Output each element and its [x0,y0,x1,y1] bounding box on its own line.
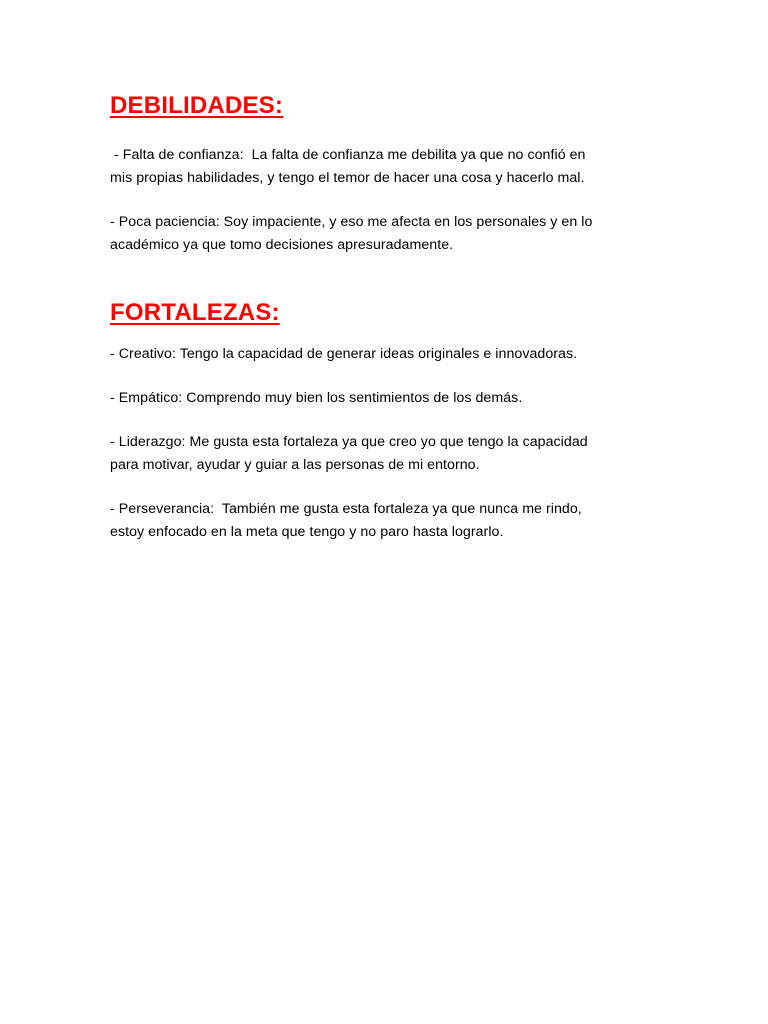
debilidades-heading: DEBILIDADES: [110,92,284,119]
document-page [110,88,670,544]
debilidad-item-poca-paciencia: - Poca paciencia: Soy impaciente, y eso me afecta en los personales y en lo académico ya que tomo decisiones apresuradamente. [110,214,593,253]
debilidad-item-falta-de-confianza: - Falta de confianza: La falta de confianza me debilita ya que no confió en mis propias habilidades, y tengo el temor de hacer una cosa y hacerlo mal. [110,147,586,186]
fortaleza-item-empatico: - Empático: Comprendo muy bien los sentimientos de los demás. [110,390,523,406]
fortaleza-item-liderazgo: - Liderazgo: Me gusta esta fortaleza ya que creo yo que tengo la capacidad para motivar, ayudar y guiar a las personas de mi entorno. [110,434,588,473]
fortaleza-item-creativo: - Creativo: Tengo la capacidad de generar ideas originales e innovadoras. [110,346,578,362]
fortalezas-heading: FORTALEZAS: [110,299,280,326]
fortaleza-item-perseverancia: - Perseverancia: También me gusta esta fortaleza ya que nunca me rindo, estoy enfocado en la meta que tengo y no paro hasta lograrlo. [110,501,582,540]
